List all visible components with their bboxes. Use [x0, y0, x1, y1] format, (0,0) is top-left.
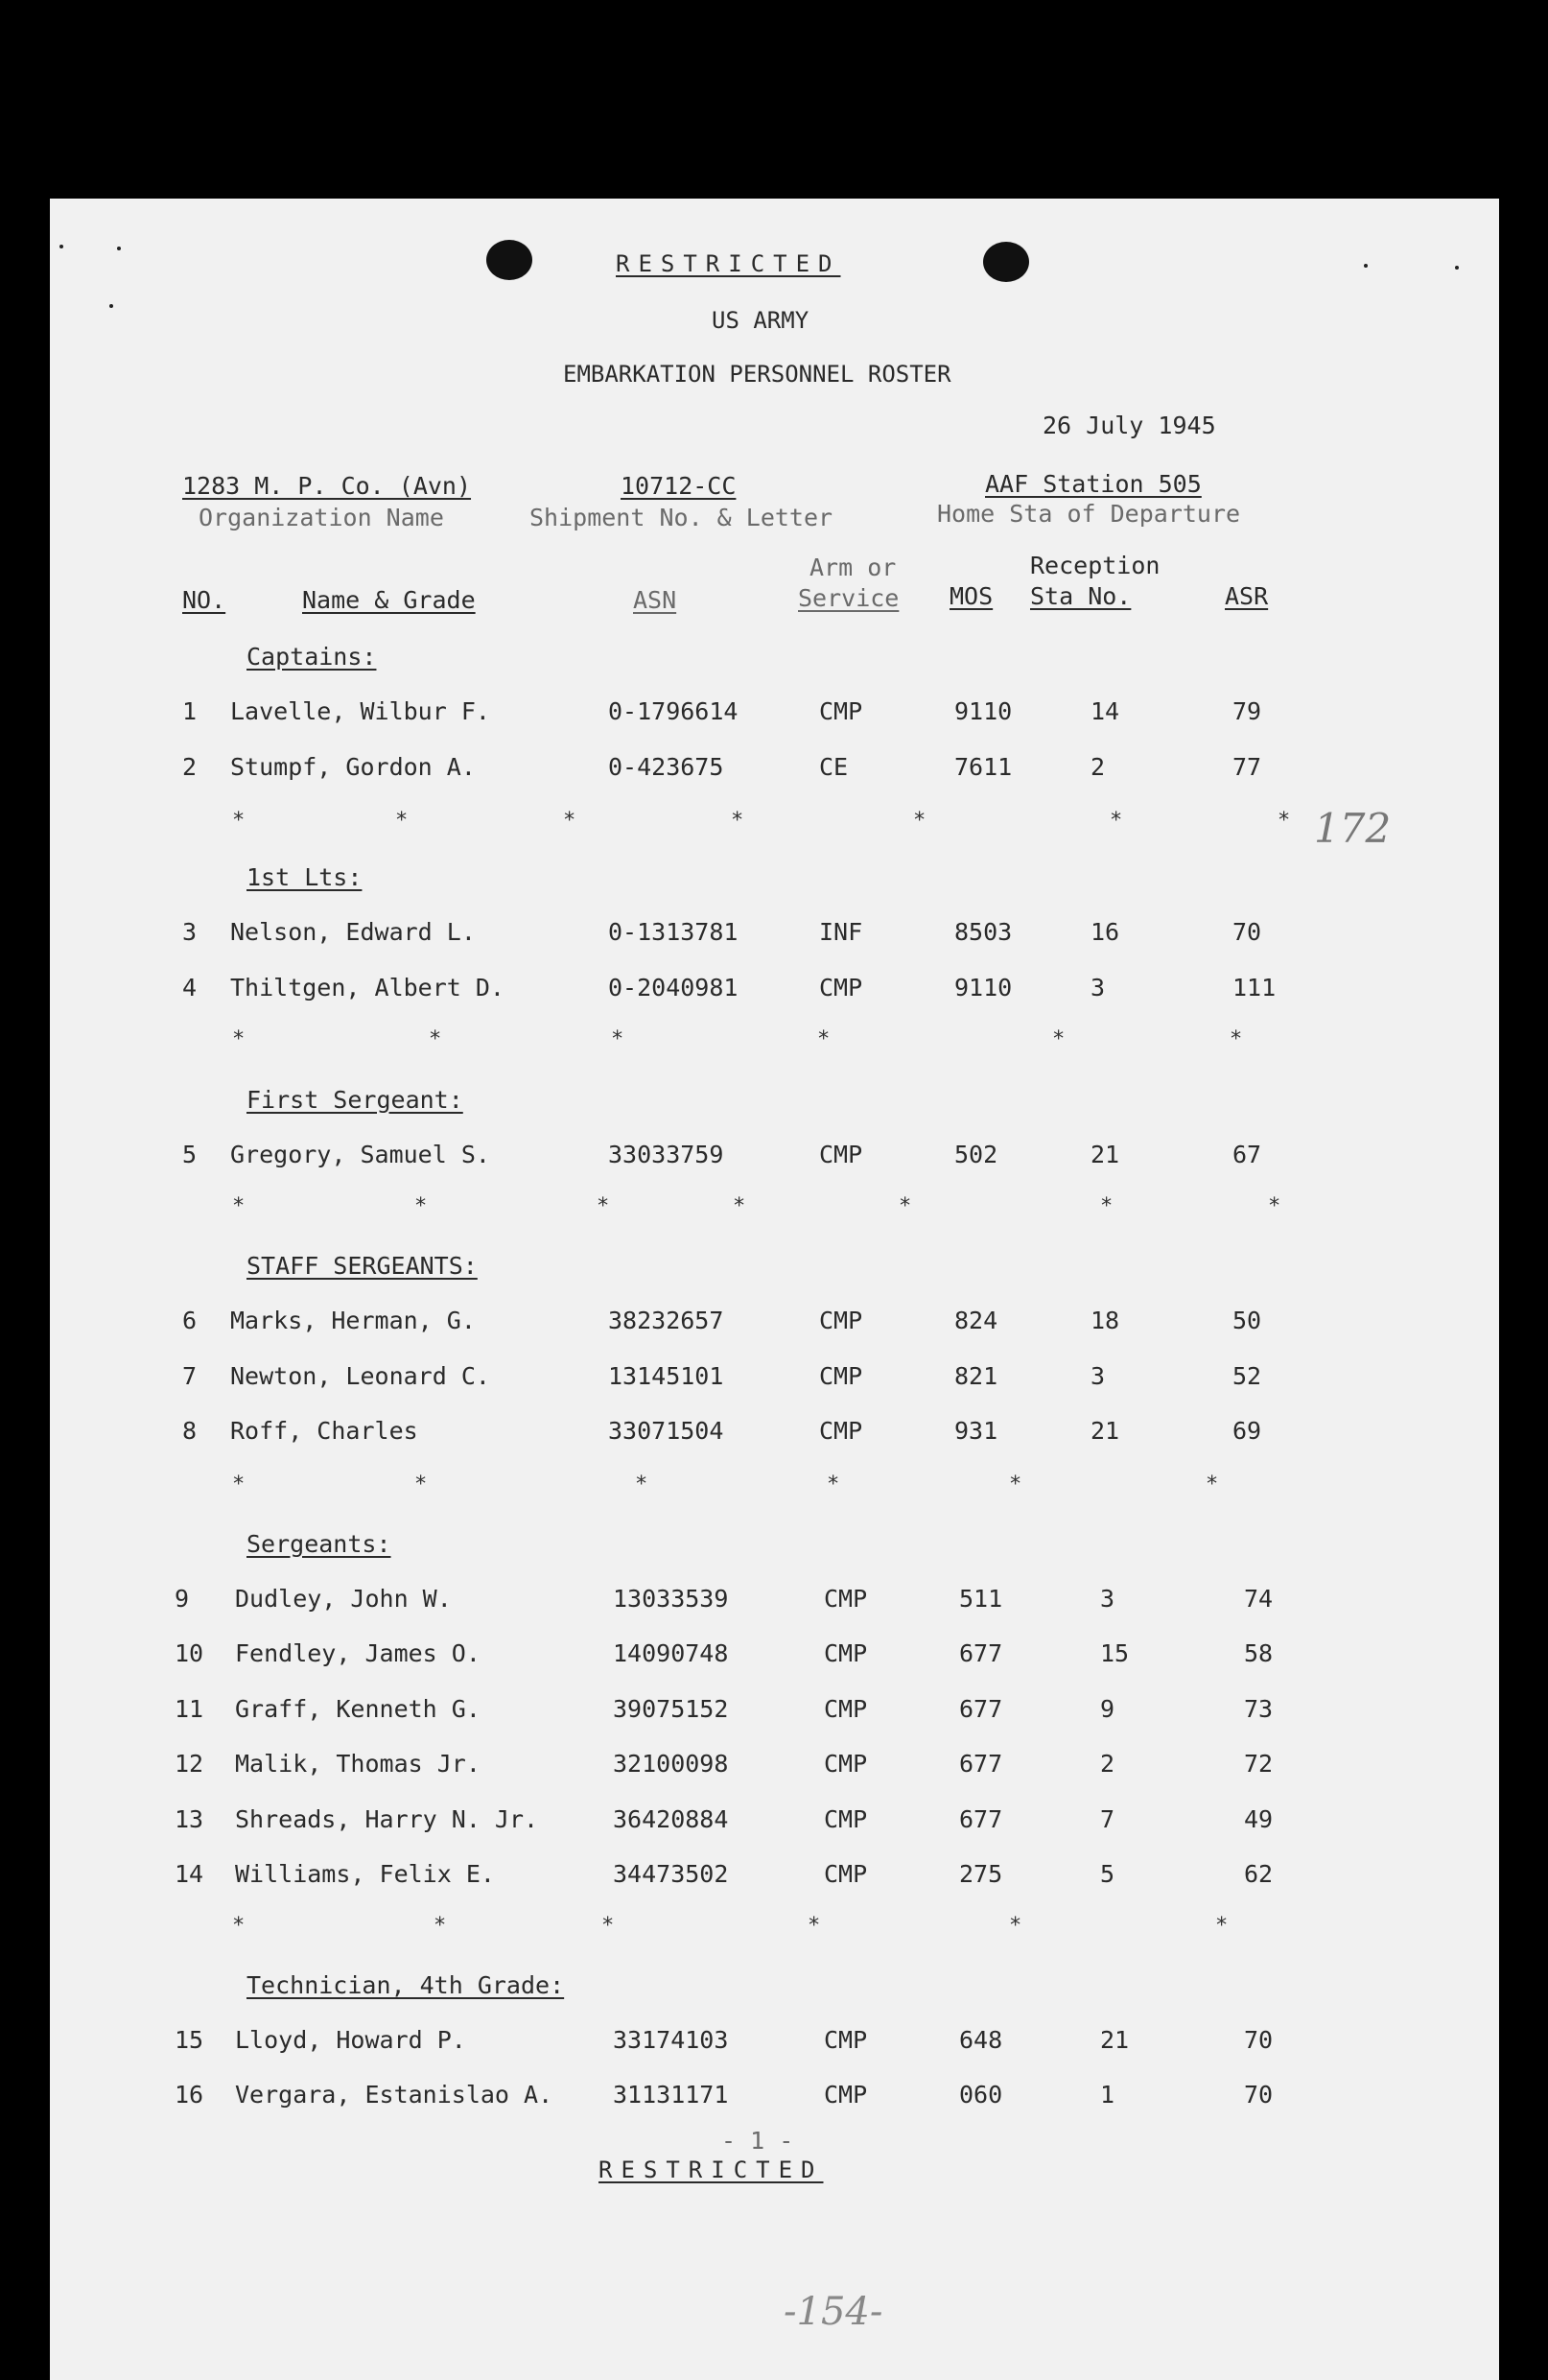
- personnel-name: Malik, Thomas Jr.: [235, 1750, 481, 1778]
- reception-station: 2: [1091, 753, 1106, 781]
- arm-or-service: CMP: [824, 1750, 868, 1778]
- row-number: 15: [175, 2026, 204, 2054]
- reception-station: 18: [1091, 1307, 1120, 1334]
- asr-score: 70: [1232, 918, 1262, 946]
- army-serial-number: 33033759: [608, 1141, 724, 1168]
- row-number: 9: [175, 1585, 190, 1613]
- arm-or-service: CMP: [824, 2081, 868, 2109]
- shipment-number: 10712-CC: [621, 472, 737, 500]
- mos-code: 060: [959, 2081, 1003, 2109]
- column-header-no: NO.: [182, 586, 226, 614]
- asr-score: 69: [1232, 1417, 1262, 1445]
- separator-asterisk: *: [232, 1914, 246, 1938]
- army-serial-number: 31131171: [613, 2081, 729, 2109]
- separator-asterisk: *: [611, 1027, 624, 1051]
- reception-station: 21: [1091, 1417, 1120, 1445]
- arm-or-service: CMP: [824, 1585, 868, 1613]
- asr-score: 73: [1244, 1695, 1274, 1723]
- mos-code: 275: [959, 1860, 1003, 1888]
- arm-or-service: CMP: [824, 1695, 868, 1723]
- section-title: Technician, 4th Grade:: [246, 1971, 565, 1999]
- personnel-name: Dudley, John W.: [235, 1585, 452, 1613]
- arm-or-service: CMP: [819, 1141, 863, 1168]
- reception-station: 3: [1091, 974, 1106, 1001]
- stamp-number: 172: [1314, 805, 1392, 852]
- row-number: 7: [182, 1362, 198, 1390]
- reception-station: 14: [1091, 697, 1120, 725]
- row-number: 12: [175, 1750, 204, 1778]
- row-number: 13: [175, 1805, 204, 1833]
- separator-asterisk: *: [733, 1194, 746, 1218]
- personnel-name: Newton, Leonard C.: [230, 1362, 490, 1390]
- row-number: 4: [182, 974, 198, 1001]
- punch-hole-right: [983, 242, 1029, 282]
- separator-asterisk: *: [1009, 1914, 1022, 1938]
- asr-score: 111: [1232, 974, 1277, 1001]
- separator-asterisk: *: [1268, 1194, 1281, 1218]
- asr-score: 49: [1244, 1805, 1274, 1833]
- asr-score: 58: [1244, 1639, 1274, 1667]
- column-header-asr: ASR: [1225, 582, 1269, 610]
- roster-date: 26 July 1945: [1043, 412, 1216, 439]
- army-serial-number: 33071504: [608, 1417, 724, 1445]
- reception-station: 9: [1100, 1695, 1115, 1723]
- asr-score: 74: [1244, 1585, 1274, 1613]
- mos-code: 677: [959, 1695, 1003, 1723]
- arm-or-service: CE: [819, 753, 849, 781]
- column-header-reception: Sta No.: [1030, 582, 1132, 610]
- separator-asterisk: *: [1009, 1473, 1022, 1496]
- punch-hole-left: [486, 240, 532, 280]
- personnel-name: Lavelle, Wilbur F.: [230, 697, 490, 725]
- army-serial-number: 13145101: [608, 1362, 724, 1390]
- personnel-name: Lloyd, Howard P.: [235, 2026, 466, 2054]
- row-number: 2: [182, 753, 198, 781]
- column-header-name: Name & Grade: [302, 586, 476, 614]
- row-number: 3: [182, 918, 198, 946]
- reception-station: 7: [1100, 1805, 1115, 1833]
- separator-asterisk: *: [1278, 809, 1291, 833]
- arm-or-service: CMP: [819, 697, 863, 725]
- agency: US ARMY: [712, 307, 809, 334]
- arm-or-service: CMP: [819, 974, 863, 1001]
- personnel-name: Roff, Charles: [230, 1417, 418, 1445]
- asr-score: 72: [1244, 1750, 1274, 1778]
- column-header-arm: Service: [798, 584, 900, 612]
- separator-asterisk: *: [395, 809, 409, 833]
- reception-station: 5: [1100, 1860, 1115, 1888]
- asr-score: 77: [1232, 753, 1262, 781]
- separator-asterisk: *: [1206, 1473, 1219, 1496]
- handwritten-page-number: -154-: [784, 2290, 883, 2334]
- row-number: 14: [175, 1860, 204, 1888]
- personnel-name: Williams, Felix E.: [235, 1860, 495, 1888]
- separator-asterisk: *: [635, 1473, 648, 1496]
- army-serial-number: 34473502: [613, 1860, 729, 1888]
- speck: [109, 304, 113, 308]
- home-station: AAF Station 505: [985, 470, 1202, 498]
- personnel-name: Shreads, Harry N. Jr.: [235, 1805, 539, 1833]
- row-number: 8: [182, 1417, 198, 1445]
- arm-or-service: CMP: [824, 1805, 868, 1833]
- section-title: First Sergeant:: [246, 1086, 463, 1114]
- reception-station: 15: [1100, 1639, 1130, 1667]
- mos-code: 7611: [954, 753, 1013, 781]
- classification-top: RESTRICTED: [616, 250, 841, 277]
- personnel-name: Gregory, Samuel S.: [230, 1141, 490, 1168]
- row-number: 5: [182, 1141, 198, 1168]
- asr-score: 70: [1244, 2026, 1274, 2054]
- row-number: 11: [175, 1695, 204, 1723]
- army-serial-number: 13033539: [613, 1585, 729, 1613]
- row-number: 16: [175, 2081, 204, 2109]
- asr-score: 62: [1244, 1860, 1274, 1888]
- separator-asterisk: *: [808, 1914, 821, 1938]
- arm-or-service: INF: [819, 918, 863, 946]
- speck: [59, 245, 63, 248]
- separator-asterisk: *: [563, 809, 576, 833]
- reception-station: 2: [1100, 1750, 1115, 1778]
- row-number: 1: [182, 697, 198, 725]
- separator-asterisk: *: [414, 1473, 428, 1496]
- section-title: STAFF SERGEANTS:: [246, 1252, 478, 1280]
- mos-code: 824: [954, 1307, 998, 1334]
- separator-asterisk: *: [1215, 1914, 1229, 1938]
- row-number: 6: [182, 1307, 198, 1334]
- mos-code: 677: [959, 1750, 1003, 1778]
- arm-or-service: CMP: [824, 1639, 868, 1667]
- row-number: 10: [175, 1639, 204, 1667]
- personnel-name: Graff, Kenneth G.: [235, 1695, 481, 1723]
- separator-asterisk: *: [597, 1194, 610, 1218]
- speck: [1455, 266, 1459, 270]
- roster-title: EMBARKATION PERSONNEL ROSTER: [563, 361, 951, 388]
- army-serial-number: 32100098: [613, 1750, 729, 1778]
- asr-score: 67: [1232, 1141, 1262, 1168]
- separator-asterisk: *: [1230, 1027, 1243, 1051]
- mos-code: 677: [959, 1639, 1003, 1667]
- organization-name-label: Organization Name: [199, 504, 444, 531]
- separator-asterisk: *: [1100, 1194, 1114, 1218]
- separator-asterisk: *: [232, 1194, 246, 1218]
- speck: [117, 247, 121, 250]
- army-serial-number: 14090748: [613, 1639, 729, 1667]
- separator-asterisk: *: [899, 1194, 912, 1218]
- army-serial-number: 0-1313781: [608, 918, 739, 946]
- reception-station: 21: [1091, 1141, 1120, 1168]
- arm-or-service: CMP: [819, 1417, 863, 1445]
- reception-station: 1: [1100, 2081, 1115, 2109]
- column-header-arm-top: Arm or: [809, 554, 897, 581]
- separator-asterisk: *: [232, 1027, 246, 1051]
- reception-station: 3: [1100, 1585, 1115, 1613]
- speck: [1364, 264, 1368, 268]
- separator-asterisk: *: [429, 1027, 442, 1051]
- reception-station: 21: [1100, 2026, 1130, 2054]
- mos-code: 821: [954, 1362, 998, 1390]
- asr-score: 50: [1232, 1307, 1262, 1334]
- asr-score: 70: [1244, 2081, 1274, 2109]
- personnel-name: Marks, Herman, G.: [230, 1307, 476, 1334]
- separator-asterisk: *: [817, 1027, 831, 1051]
- personnel-name: Vergara, Estanislao A.: [235, 2081, 553, 2109]
- column-header-reception-top: Reception: [1030, 552, 1161, 579]
- section-title: 1st Lts:: [246, 863, 363, 891]
- asr-score: 79: [1232, 697, 1262, 725]
- column-header-mos: MOS: [950, 582, 994, 610]
- army-serial-number: 0-2040981: [608, 974, 739, 1001]
- separator-asterisk: *: [913, 809, 926, 833]
- mos-code: 9110: [954, 974, 1013, 1001]
- reception-station: 16: [1091, 918, 1120, 946]
- arm-or-service: CMP: [819, 1307, 863, 1334]
- arm-or-service: CMP: [824, 1860, 868, 1888]
- army-serial-number: 36420884: [613, 1805, 729, 1833]
- organization-name: 1283 M. P. Co. (Avn): [182, 472, 472, 500]
- shipment-label: Shipment No. & Letter: [529, 504, 833, 531]
- mos-code: 931: [954, 1417, 998, 1445]
- separator-asterisk: *: [827, 1473, 840, 1496]
- mos-code: 8503: [954, 918, 1013, 946]
- personnel-name: Nelson, Edward L.: [230, 918, 476, 946]
- arm-or-service: CMP: [819, 1362, 863, 1390]
- army-serial-number: 33174103: [613, 2026, 729, 2054]
- page-number: - 1 -: [721, 2127, 794, 2155]
- separator-asterisk: *: [414, 1194, 428, 1218]
- personnel-name: Stumpf, Gordon A.: [230, 753, 476, 781]
- separator-asterisk: *: [232, 809, 246, 833]
- mos-code: 648: [959, 2026, 1003, 2054]
- mos-code: 677: [959, 1805, 1003, 1833]
- column-header-asn: ASN: [633, 586, 677, 614]
- army-serial-number: 38232657: [608, 1307, 724, 1334]
- mos-code: 9110: [954, 697, 1013, 725]
- army-serial-number: 0-423675: [608, 753, 724, 781]
- personnel-name: Thiltgen, Albert D.: [230, 974, 504, 1001]
- separator-asterisk: *: [601, 1914, 615, 1938]
- personnel-name: Fendley, James O.: [235, 1639, 481, 1667]
- section-title: Captains:: [246, 643, 377, 671]
- mos-code: 511: [959, 1585, 1003, 1613]
- separator-asterisk: *: [1110, 809, 1123, 833]
- home-station-label: Home Sta of Departure: [937, 500, 1241, 528]
- arm-or-service: CMP: [824, 2026, 868, 2054]
- document-page: [50, 199, 1499, 2380]
- separator-asterisk: *: [1052, 1027, 1066, 1051]
- section-title: Sergeants:: [246, 1530, 391, 1558]
- classification-bottom: RESTRICTED: [598, 2156, 824, 2183]
- separator-asterisk: *: [232, 1473, 246, 1496]
- separator-asterisk: *: [434, 1914, 447, 1938]
- separator-asterisk: *: [731, 809, 744, 833]
- army-serial-number: 39075152: [613, 1695, 729, 1723]
- asr-score: 52: [1232, 1362, 1262, 1390]
- army-serial-number: 0-1796614: [608, 697, 739, 725]
- mos-code: 502: [954, 1141, 998, 1168]
- reception-station: 3: [1091, 1362, 1106, 1390]
